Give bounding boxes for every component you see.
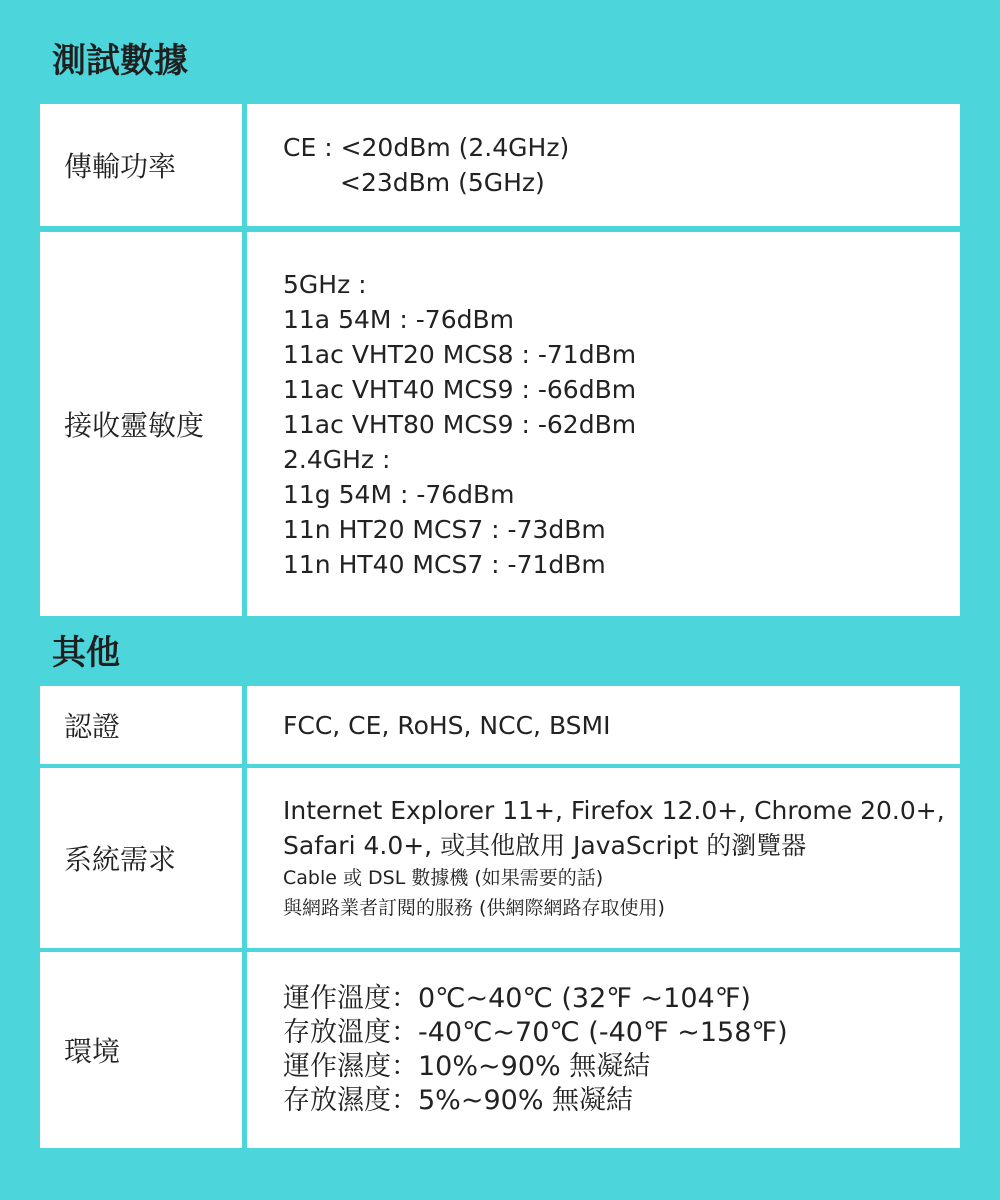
value-line: 2.4GHz :: [283, 444, 391, 474]
value-line: 存放溫度：-40℃~70℃ (-40℉ ~158℉): [283, 1017, 788, 1048]
row-label: 系統需求: [40, 768, 242, 948]
value-line: 11a 54M : -76dBm: [283, 304, 514, 334]
spec-row-system-requirements: [40, 768, 960, 948]
value-line: 與網路業者訂閱的服務 (供網際網路存取使用): [283, 897, 665, 919]
spec-row-tx-power: [40, 104, 960, 226]
value-line: 運作濕度：10%~90% 無凝結: [283, 1051, 651, 1082]
row-value: [247, 232, 960, 616]
spec-row-certification: [40, 686, 960, 764]
row-label: 傳輸功率: [40, 104, 242, 226]
row-value: [247, 686, 960, 764]
row-value: [247, 768, 960, 948]
value-line: Internet Explorer 11+, Firefox 12.0+, Chrome 20.0+,: [283, 796, 945, 825]
value-line: 11ac VHT20 MCS8 : -71dBm: [283, 339, 637, 369]
value-line: 11ac VHT80 MCS9 : -62dBm: [283, 409, 637, 439]
value-line: 11g 54M : -76dBm: [283, 479, 515, 509]
value-line: FCC, CE, RoHS, NCC, BSMI: [283, 710, 611, 740]
value-line: 11n HT20 MCS7 : -73dBm: [283, 514, 606, 544]
section-title-other: 其他: [52, 633, 120, 673]
row-label: 環境: [40, 952, 242, 1148]
value-line: Cable 或 DSL 數據機 (如果需要的話): [283, 867, 604, 889]
value-line: 5GHz :: [283, 269, 367, 299]
value-line: 11n HT40 MCS7 : -71dBm: [283, 549, 606, 579]
row-label: 接收靈敏度: [40, 232, 242, 616]
value-line: CE : <20dBm (2.4GHz): [283, 133, 570, 162]
spec-row-environment: [40, 952, 960, 1148]
value-line: <23dBm (5GHz): [340, 168, 545, 197]
value-line: Safari 4.0+, 或其他啟用 JavaScript 的瀏覽器: [283, 831, 807, 860]
value-line: 11ac VHT40 MCS9 : -66dBm: [283, 374, 637, 404]
row-value: [247, 104, 960, 226]
spec-row-rx-sensitivity: [40, 232, 960, 616]
row-value: [247, 952, 960, 1148]
section-title-test-data: 測試數據: [52, 41, 188, 81]
value-line: 存放濕度：5%~90% 無凝結: [283, 1085, 634, 1116]
row-label: 認證: [40, 686, 242, 764]
value-line: 運作溫度：0℃~40℃ (32℉ ~104℉): [283, 983, 751, 1014]
